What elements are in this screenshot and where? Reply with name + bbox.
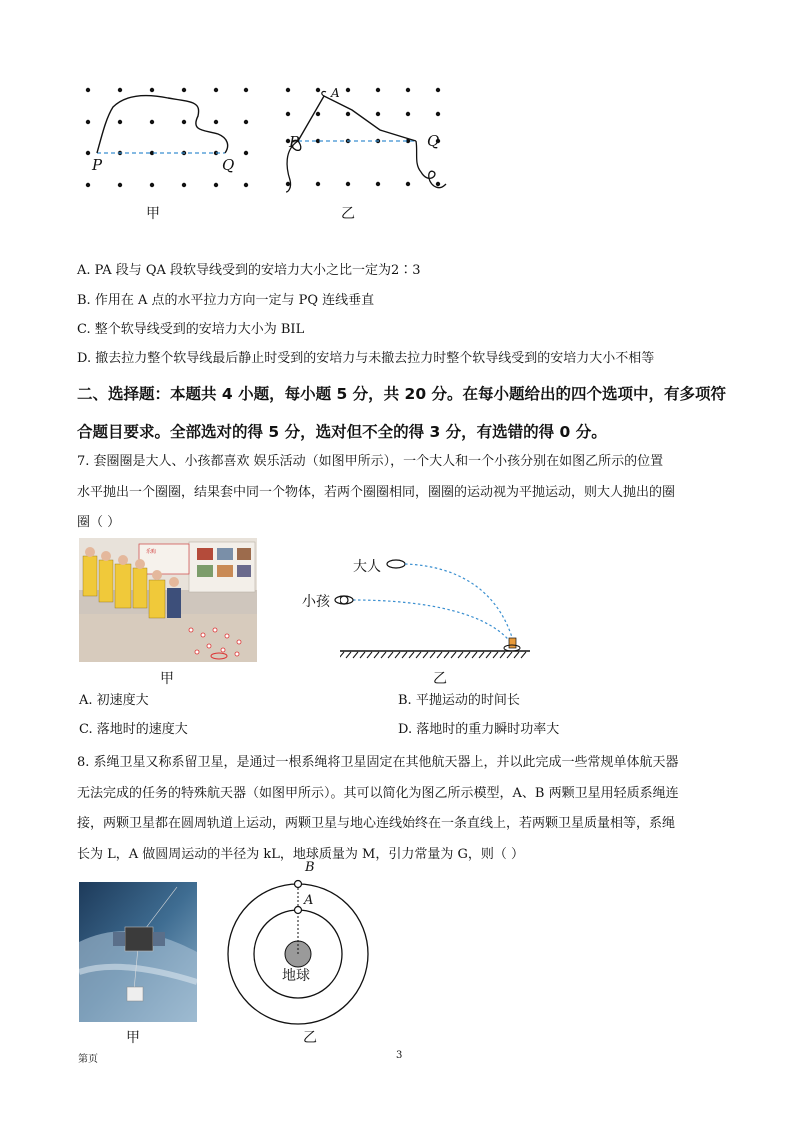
grid-dot xyxy=(286,88,290,92)
grid-dot xyxy=(376,182,380,186)
q7-line-1: 7. 套圈圈是大人、小孩都喜欢 娱乐活动（如图甲所示），一个大人和一个小孩分别在如图乙所示的位置 xyxy=(77,454,664,469)
grid-dot xyxy=(436,112,440,116)
grid-dot xyxy=(86,120,90,124)
q7-jia-caption: 甲 xyxy=(160,671,174,687)
grid-dot xyxy=(244,120,248,124)
section-2-line-1: 二、选择题：本题共 4 小题，每小题 5 分，共 20 分。在每小题给出的四个选项中，有多项符 xyxy=(77,385,727,403)
ground-hatch-mark xyxy=(388,652,393,658)
grid-dot xyxy=(182,183,186,187)
footer-page-number: 3 xyxy=(396,1050,403,1061)
ground-hatch-mark xyxy=(353,652,358,658)
q8-line-2: 无法完成的任务的特殊航天器（如图甲所示）。其可以简化为图乙所示模型，A、B 两颗卫星用轻质系绳连 xyxy=(77,785,679,801)
ground-hatch-mark xyxy=(451,652,456,658)
ground-hatch-mark xyxy=(367,652,372,658)
grid-dot xyxy=(86,151,90,155)
ground-hatch-mark xyxy=(437,652,442,658)
q6-jia-caption: 甲 xyxy=(146,206,160,222)
q6-option-a: A. PA 段与 QA 段软导线受到的安培力大小之比一定为2∶3 xyxy=(77,263,421,278)
ground-hatch-mark xyxy=(409,652,414,658)
q7-option-c: C. 落地时的速度大 xyxy=(79,722,188,737)
ground-hatch-mark xyxy=(346,652,351,658)
ground-hatch-mark xyxy=(500,652,505,658)
q7-line-2: 水平抛出一个圈圈，结果套中同一个物体，若两个圈圈相同，圈圈的运动视为平抛运动，则大人抛出的圈 xyxy=(77,484,676,500)
ground-hatch-mark xyxy=(514,652,519,658)
grid-dot xyxy=(150,183,154,187)
grid-dot xyxy=(406,112,410,116)
grid-dot xyxy=(86,88,90,92)
q7-child-ring xyxy=(333,595,357,607)
grid-dot xyxy=(150,120,154,124)
grid-dot xyxy=(244,183,248,187)
q7-option-d: D. 落地时的重力瞬时功率大 xyxy=(398,722,560,737)
footer-page-label: 第页 xyxy=(78,1054,98,1065)
section-2-line-2: 合题目要求。全部选对的得 5 分，选对但不全的得 3 分，有选错的得 0 分。 xyxy=(77,423,607,441)
ground-hatch-mark xyxy=(340,652,344,658)
ground-hatch-mark xyxy=(458,652,463,658)
q7-option-b: B. 平抛运动的时间长 xyxy=(398,693,520,708)
q7-stem xyxy=(77,447,727,539)
ground-hatch-mark xyxy=(486,652,491,658)
ground-hatch-mark xyxy=(493,652,498,658)
ground-hatch-mark xyxy=(472,652,477,658)
grid-dot xyxy=(286,182,290,186)
q8-label-B: B xyxy=(305,860,315,875)
grid-dot xyxy=(214,120,218,124)
grid-dot xyxy=(214,88,218,92)
ground-hatch-mark xyxy=(507,652,512,658)
q6-option-d: D. 撤去拉力整个软导线最后静止时受到的安培力与未撤去拉力时整个软导线受到的安培力大小不相等 xyxy=(77,351,655,366)
ground-hatch-mark xyxy=(374,652,379,658)
grid-dot xyxy=(182,120,186,124)
grid-dot xyxy=(376,112,380,116)
grid-dot xyxy=(182,88,186,92)
grid-dot xyxy=(346,112,350,116)
q6-jia-label-Q: Q xyxy=(222,156,235,174)
grid-dot xyxy=(346,88,350,92)
q7-option-a: A. 初速度大 xyxy=(79,693,149,708)
ground-hatch-mark xyxy=(416,652,421,658)
q8-label-earth: 地球 xyxy=(282,968,310,984)
grid-dot xyxy=(118,183,122,187)
grid-dot xyxy=(406,182,410,186)
grid-dot xyxy=(316,182,320,186)
q6-yi-label-Q: Q xyxy=(427,132,440,150)
q8-photo-tethered-satellite xyxy=(79,882,197,1022)
grid-dot xyxy=(86,183,90,187)
q7-label-adult: 大人 xyxy=(353,559,381,575)
grid-dot xyxy=(244,151,248,155)
q8-line-1: 8. 系绳卫星又称系留卫星，是通过一根系绳将卫星固定在其他航天器上，并以此完成一些常规单体航天器 xyxy=(77,755,679,770)
ground-hatch-mark xyxy=(402,652,407,658)
grid-dot xyxy=(118,88,122,92)
q6-yi-label-P: P xyxy=(289,133,300,151)
q6-jia-label-P: P xyxy=(92,156,103,174)
ground-hatch-mark xyxy=(423,652,428,658)
ground-hatch-mark xyxy=(479,652,484,658)
grid-dot xyxy=(244,88,248,92)
grid-dot xyxy=(376,88,380,92)
q6-yi-caption: 乙 xyxy=(341,206,355,222)
q6-option-c: C. 整个软导线受到的安培力大小为 BIL xyxy=(77,322,305,337)
q7-photo-sign-text: 乐购 xyxy=(146,549,157,555)
ground-hatch-mark xyxy=(360,652,365,658)
grid-dot xyxy=(150,88,154,92)
ground-hatch-mark xyxy=(381,652,386,658)
q6-figure-jia xyxy=(78,80,258,195)
grid-dot xyxy=(316,88,320,92)
q8-stem xyxy=(77,748,727,870)
ground-hatch-mark xyxy=(444,652,449,658)
ground-hatch-mark xyxy=(521,652,526,658)
ground-hatch-mark xyxy=(395,652,400,658)
q8-line-4: 长为 L，A 做圆周运动的半径为 kL，地球质量为 M，引力常量为 G，则（ ） xyxy=(77,846,525,862)
grid-dot xyxy=(316,112,320,116)
section-2-heading xyxy=(77,375,727,451)
grid-dot xyxy=(286,112,290,116)
q8-jia-caption: 甲 xyxy=(126,1030,140,1046)
grid-dot xyxy=(346,182,350,186)
q8-figure-orbits xyxy=(226,872,371,1028)
q7-line-3: 圈（ ） xyxy=(77,515,121,530)
q7-photo-ring-toss xyxy=(79,538,257,662)
ground-hatch-mark xyxy=(465,652,470,658)
grid-dot xyxy=(118,120,122,124)
grid-dot xyxy=(214,183,218,187)
q7-yi-caption: 乙 xyxy=(433,671,447,687)
grid-dot xyxy=(436,182,440,186)
q6-option-b: B. 作用在 A 点的水平拉力方向一定与 PQ 连线垂直 xyxy=(77,293,375,308)
q8-line-3: 接，两颗卫星都在圆周轨道上运动，两颗卫星与地心连线始终在一条直线上，若两颗卫星质量相等，系绳 xyxy=(77,816,676,831)
q7-label-child: 小孩 xyxy=(302,594,330,610)
q8-yi-caption: 乙 xyxy=(303,1030,317,1046)
grid-dot xyxy=(436,88,440,92)
ground-hatch-mark xyxy=(430,652,435,658)
grid-dot xyxy=(406,88,410,92)
q8-label-A: A xyxy=(304,893,314,908)
q6-yi-label-A: A xyxy=(331,86,340,100)
